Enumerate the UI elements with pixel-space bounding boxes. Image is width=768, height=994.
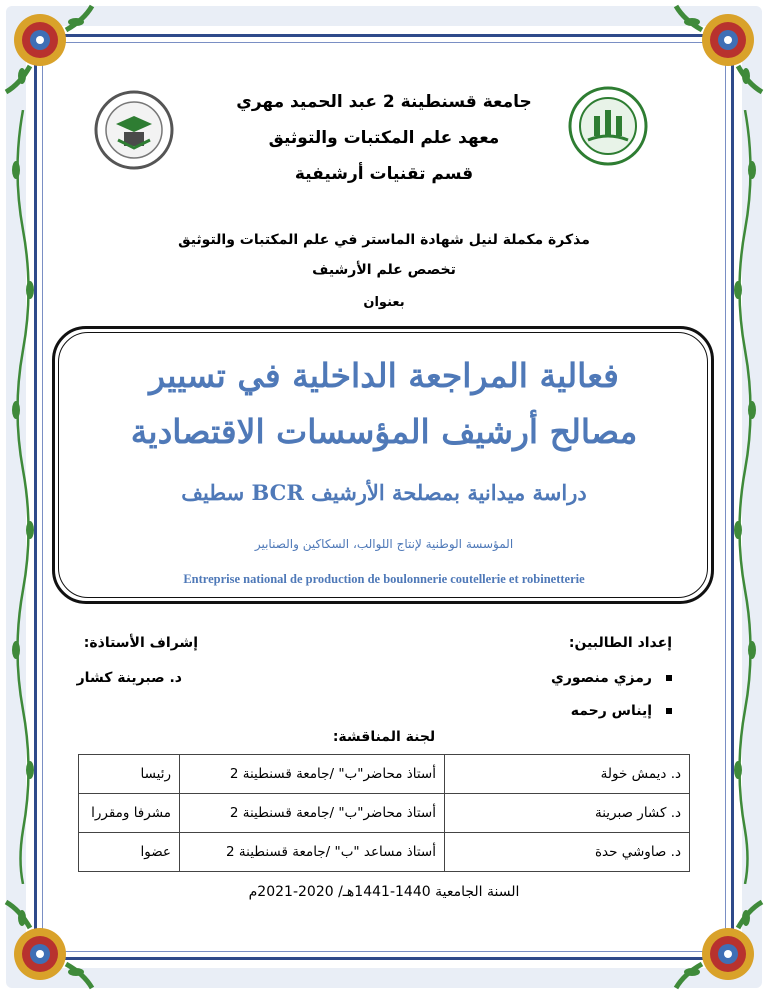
thesis-title-line2: مصالح أرشيف المؤسسات الاقتصادية xyxy=(130,412,638,451)
corner-ornament-icon xyxy=(672,0,768,96)
corner-ornament-icon xyxy=(0,0,96,96)
organization-name-french: Entreprise national de production de boulonnerie coutellerie et robinetterie xyxy=(183,572,585,586)
academic-year: السنة الجامعية 1440-1441هـ/ 2020-2021م xyxy=(248,884,520,900)
table-row xyxy=(79,833,690,872)
member-role: عضوا xyxy=(79,833,180,872)
titled-label: بعنوان xyxy=(363,295,405,310)
corner-ornament-icon xyxy=(672,898,768,994)
organization-name-arabic: المؤسسة الوطنية لإنتاج اللوالب، السكاكين والصنابير xyxy=(254,537,514,551)
bullet-icon xyxy=(666,675,672,681)
institute-name: معهد علم المكتبات والتوثيق xyxy=(268,128,500,148)
member-rank: أستاذ محاضر"ب" /جامعة قسنطينة 2 xyxy=(180,794,445,833)
member-name: د. ديمش خولة xyxy=(445,755,690,794)
student-name: إيناس رحمه xyxy=(571,703,672,719)
memo-specialty: تخصص علم الأرشيف xyxy=(312,262,456,278)
thesis-title-line1: فعالية المراجعة الداخلية في تسيير xyxy=(149,356,619,395)
student-name: رمزي منصوري xyxy=(551,670,672,686)
bullet-icon xyxy=(666,708,672,714)
prepared-by-label: إعداد الطالبين: xyxy=(568,635,672,651)
supervisor-name: د. صبرينة كشار xyxy=(76,670,182,686)
table-row xyxy=(79,755,690,794)
thesis-subtitle: دراسة ميدانية بمصلحة الأرشيف BCR سطيف xyxy=(181,480,587,505)
supervision-label: إشراف الأستاذة: xyxy=(83,635,198,651)
member-role: رئيسا xyxy=(79,755,180,794)
member-rank: أستاذ مساعد "ب" /جامعة قسنطينة 2 xyxy=(180,833,445,872)
memo-purpose: مذكرة مكملة لنيل شهادة الماستر في علم المكتبات والتوثيق xyxy=(178,232,590,248)
committee-label: لجنة المناقشة: xyxy=(332,729,436,745)
member-role: مشرفا ومقررا xyxy=(79,794,180,833)
university-name: جامعة قسنطينة 2 عبد الحميد مهري xyxy=(236,92,532,112)
corner-ornament-icon xyxy=(0,898,96,994)
department-name: قسم تقنيات أرشيفية xyxy=(294,164,474,184)
member-rank: أستاذ محاضر"ب" /جامعة قسنطينة 2 xyxy=(180,755,445,794)
member-name: د. كشار صبرينة xyxy=(445,794,690,833)
committee-table xyxy=(78,754,690,872)
table-row xyxy=(79,794,690,833)
member-name: د. صاوشي حدة xyxy=(445,833,690,872)
